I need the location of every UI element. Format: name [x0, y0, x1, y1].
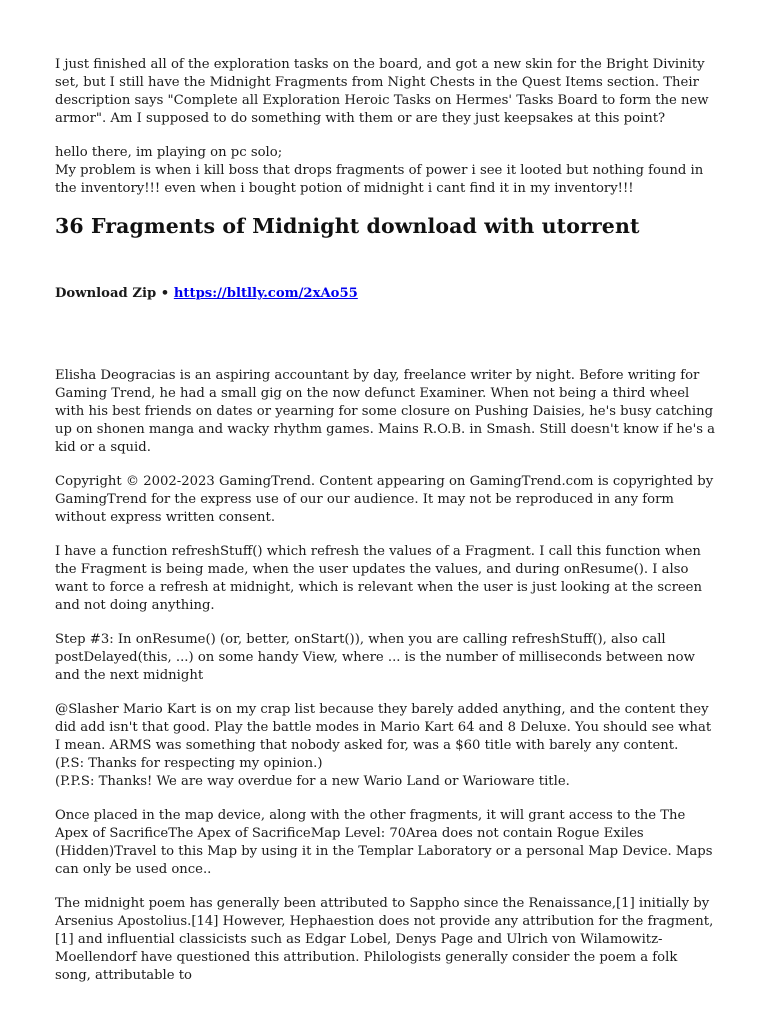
comment-paragraph: [55, 701, 717, 791]
download-label: Download Zip •: [55, 286, 174, 301]
intro-paragraph-1: I just finished all of the exploration tasks on the board, and got a new skin for the Bright Divinity set, but I still have the Midnight Fragments from Night Chests in the Quest Items section. Their description says "Complete all Exploration Heroic Tasks on Hermes' Tasks Board to form the new armor". Am I supposed to do something with them or are they just keepsakes at this point?: [55, 57, 709, 126]
intro-paragraph-2-line-1: hello there, im playing on pc solo;: [55, 145, 283, 160]
comment-line-2: (P.S: Thanks for respecting my opinion.): [55, 756, 323, 771]
comment-line-3: (P.P.S: Thanks! We are way overdue for a new Wario Land or Warioware title.: [55, 774, 570, 789]
author-bio-paragraph: Elisha Deogracias is an aspiring accountant by day, freelance writer by night. Before writing for Gaming Trend, he had a small gig on the now defunct Examiner. When not being a third wheel with his best friends on dates or yearning for some closure on Pushing Daisies, he's busy catching up on shonen manga and wacky rhythm games. Mains R.O.B. in Smash. Still doesn't know if he's a kid or a squid.: [55, 368, 716, 455]
copyright-paragraph: Copyright © 2002-2023 GamingTrend. Content appearing on GamingTrend.com is copyrighted by GamingTrend for the express use of our our audience. It may not be reproduced in any form without express written consent.: [55, 474, 714, 525]
download-link[interactable]: https://bltlly.com/2xAo55: [173, 286, 358, 301]
comment-line-1: @Slasher Mario Kart is on my crap list because they barely added anything, and the content they did add isn't that good. Play the battle modes in Mario Kart 64 and 8 Deluxe. You should see what I mean. ARMS was something that nobody asked for, was a $60 title with barely any content.: [55, 702, 712, 753]
download-line: [55, 285, 717, 303]
step-3-paragraph: Step #3: In onResume() (or, better, onStart()), when you are calling refreshStuff(), also call postDelayed(this, ...) on some handy View, where ... is the number of milliseconds between now and the next midnight: [55, 632, 695, 683]
article: [55, 56, 717, 985]
intro-paragraph-2-line-2: My problem is when i kill boss that drops fragments of power i see it looted but nothing found in the inventory!!! even when i bought potion of midnight i cant find it in my inventory!!!: [55, 163, 704, 196]
midnight-poem-paragraph: The midnight poem has generally been attributed to Sappho since the Renaissance,[1] initially by Arsenius Apostolius.[14] However, Hephaestion does not provide any attribution for the fragment,[1] and influential classicists such as Edgar Lobel, Denys Page and Ulrich von Wilamowitz-Moellendorf have questioned this attribution. Philologists generally consider the poem a folk song, attributable to: [55, 896, 714, 983]
map-device-paragraph: Once placed in the map device, along with the other fragments, it will grant access to the The Apex of SacrificeThe Apex of SacrificeMap Level: 70Area does not contain Rogue Exiles (Hidden)Travel to this Map by using it in the Templar Laboratory or a personal Map Device. Maps can only be used once..: [55, 808, 713, 877]
page-title: 36 Fragments of Midnight download with utorrent: [55, 214, 640, 238]
refresh-function-paragraph: I have a function refreshStuff() which refresh the values of a Fragment. I call this function when the Fragment is being made, when the user updates the values, and during onResume(). I also want to force a refresh at midnight, which is relevant when the user is just looking at the screen and not doing anything.: [55, 544, 702, 613]
intro-paragraph-2: [55, 144, 717, 198]
